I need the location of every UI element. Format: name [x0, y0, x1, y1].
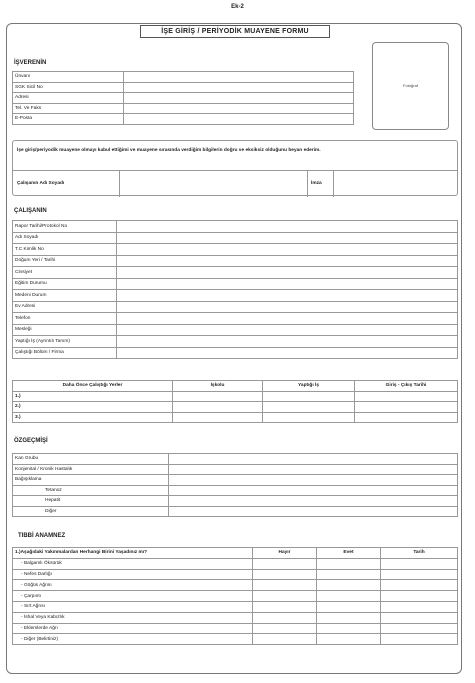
photo-box[interactable]	[372, 42, 449, 130]
table-cell[interactable]	[263, 412, 355, 423]
table-row	[13, 485, 458, 496]
employer-field-label: Ünvanı	[13, 72, 124, 83]
divider	[307, 171, 308, 197]
table-row	[13, 402, 458, 413]
date-cell[interactable]	[381, 591, 458, 602]
date-cell[interactable]	[381, 601, 458, 612]
table-row	[13, 336, 458, 348]
table-row	[13, 601, 458, 612]
table-cell[interactable]	[173, 402, 263, 413]
employer-field-label: Tel. Ve Faks	[13, 103, 124, 114]
no-cell[interactable]	[253, 634, 317, 645]
history-field-value[interactable]	[169, 464, 458, 475]
declaration-text: İşe giriş/periyodik muayene olmayı kabul ettiğimi ve muayene sırasında verdiğim bilgilerin doğru ve eksiksiz olduğunu beyan ederim.	[17, 148, 321, 153]
vaccination-label: Tetanoz	[13, 485, 169, 496]
table-row	[13, 496, 458, 507]
yes-cell[interactable]	[317, 601, 381, 612]
table-row	[13, 612, 458, 623]
table-row	[13, 255, 458, 267]
table-row	[13, 313, 458, 325]
employee-field-value[interactable]	[117, 267, 458, 279]
date-cell[interactable]	[381, 580, 458, 591]
table-row	[13, 569, 458, 580]
employee-section-title: ÇALIŞANIN	[14, 208, 47, 214]
table-cell[interactable]	[355, 412, 458, 423]
symptom-label: - Diğer (Belirtiniz)	[13, 634, 253, 645]
symptom-label: - Göğüs Ağrısı	[13, 580, 253, 591]
signature-field[interactable]	[336, 173, 454, 195]
employee-field-value[interactable]	[117, 313, 458, 325]
yes-cell[interactable]	[317, 569, 381, 580]
employee-field-value[interactable]	[117, 255, 458, 267]
table-row	[13, 391, 458, 402]
table-row	[13, 301, 458, 313]
form-title: İŞE GİRİŞ / PERİYODİK MUAYENE FORMU	[140, 25, 330, 38]
history-section-title: ÖZGEÇMİŞİ	[14, 438, 48, 444]
employee-field-label: Medeni Durum	[13, 290, 117, 302]
history-field-label: Bağışıklama	[13, 475, 169, 486]
date-cell[interactable]	[381, 634, 458, 645]
employee-field-label: Cinsiyet	[13, 267, 117, 279]
employee-field-value[interactable]	[117, 301, 458, 313]
no-cell[interactable]	[253, 612, 317, 623]
yes-cell[interactable]	[317, 634, 381, 645]
table-row	[13, 475, 458, 486]
column-header: Tarih	[381, 548, 458, 559]
yes-cell[interactable]	[317, 580, 381, 591]
symptom-label: - Nefes Darlığı	[13, 569, 253, 580]
table-cell[interactable]	[355, 402, 458, 413]
table-row	[13, 580, 458, 591]
table-row	[13, 464, 458, 475]
row-number: 2.)	[13, 402, 173, 413]
anamnesis-question: 1.)Aşağıdaki Yakınmalardan Herhangi Birini Yaşadınız mı?	[13, 548, 253, 559]
row-number: 3.)	[13, 412, 173, 423]
yes-cell[interactable]	[317, 612, 381, 623]
date-cell[interactable]	[381, 612, 458, 623]
employee-field-label: Telefon	[13, 313, 117, 325]
employee-field-value[interactable]	[117, 232, 458, 244]
previous-jobs-table	[12, 380, 458, 423]
table-row	[13, 221, 458, 233]
history-field-value[interactable]	[169, 506, 458, 517]
table-row	[13, 290, 458, 302]
employer-section-title: İŞVERENİN	[14, 60, 47, 66]
employee-field-value[interactable]	[117, 347, 458, 359]
employee-field-label: Yaptığı İş (Ayrıntılı Tanım)	[13, 336, 117, 348]
employee-field-label: Mesleği	[13, 324, 117, 336]
column-header: Giriş - Çıkış Tarihi	[355, 381, 458, 392]
history-field-value[interactable]	[169, 454, 458, 465]
employee-field-value[interactable]	[117, 324, 458, 336]
employee-field-value[interactable]	[117, 221, 458, 233]
employee-field-label: T.C Kimlik No	[13, 244, 117, 256]
table-cell[interactable]	[263, 402, 355, 413]
history-field-label: Konjenital / Kronik Hastalık	[13, 464, 169, 475]
employee-table	[12, 220, 458, 359]
employer-field-label: Adresi	[13, 93, 124, 104]
symptom-label: - Sırt Ağrısı	[13, 601, 253, 612]
table-row	[13, 103, 354, 114]
anamnesis-table	[12, 547, 458, 645]
yes-cell[interactable]	[317, 623, 381, 634]
history-field-label: Kan Grubu	[13, 454, 169, 465]
divider	[119, 171, 120, 197]
column-header: Evet	[317, 548, 381, 559]
table-row	[13, 114, 354, 125]
table-row	[13, 244, 458, 256]
employee-name-field[interactable]	[122, 173, 302, 195]
employee-field-value[interactable]	[117, 244, 458, 256]
signature-row	[13, 170, 457, 196]
symptom-label: - Çarpıntı	[13, 591, 253, 602]
no-cell[interactable]	[253, 569, 317, 580]
employee-field-value[interactable]	[117, 290, 458, 302]
employee-field-label: Adı Soyadı	[13, 232, 117, 244]
table-row	[13, 232, 458, 244]
table-row	[13, 324, 458, 336]
table-row	[13, 93, 354, 104]
employee-field-value[interactable]	[117, 278, 458, 290]
row-number: 1.)	[13, 391, 173, 402]
table-row	[13, 591, 458, 602]
table-row	[13, 278, 458, 290]
employer-field-value[interactable]	[124, 82, 354, 93]
table-cell[interactable]	[355, 391, 458, 402]
employer-field-value[interactable]	[124, 114, 354, 125]
date-cell[interactable]	[381, 558, 458, 569]
column-header: Yaptığı İş	[263, 381, 355, 392]
divider	[333, 171, 334, 197]
date-cell[interactable]	[381, 623, 458, 634]
employer-field-value[interactable]	[124, 72, 354, 83]
employee-field-label: Doğum Yeri / Tarihi	[13, 255, 117, 267]
history-field-value[interactable]	[169, 496, 458, 507]
signature-label: İmza	[311, 181, 322, 186]
no-cell[interactable]	[253, 580, 317, 591]
anamnesis-section-title: TIBBİ ANAMNEZ	[18, 533, 66, 539]
table-row	[13, 72, 354, 83]
employee-field-value[interactable]	[117, 336, 458, 348]
table-row	[13, 634, 458, 645]
vaccination-label: Diğer	[13, 506, 169, 517]
table-row	[13, 558, 458, 569]
history-table	[12, 453, 458, 517]
employer-table	[12, 71, 354, 125]
column-header: Daha Önce Çalıştığı Yerler	[13, 381, 173, 392]
table-header-row	[13, 381, 458, 392]
column-header: Hayır	[253, 548, 317, 559]
table-row	[13, 267, 458, 279]
history-field-value[interactable]	[169, 475, 458, 486]
table-row	[13, 623, 458, 634]
column-header: İşkolu	[173, 381, 263, 392]
table-cell[interactable]	[173, 412, 263, 423]
table-cell[interactable]	[263, 391, 355, 402]
employee-field-label: Ev Adresi	[13, 301, 117, 313]
yes-cell[interactable]	[317, 591, 381, 602]
symptom-label: - Eklemlerde Ağrı	[13, 623, 253, 634]
symptom-label: - İshal Veya Kabızlık	[13, 612, 253, 623]
employer-field-label: E-Posta	[13, 114, 124, 125]
photo-label: Fotoğraf	[403, 83, 418, 88]
history-field-value[interactable]	[169, 485, 458, 496]
employee-name-label: Çalışanın Adı Soyadı	[17, 181, 65, 186]
no-cell[interactable]	[253, 558, 317, 569]
vaccination-label: Hepatit	[13, 496, 169, 507]
symptom-label: - Balgamlı Öksürük	[13, 558, 253, 569]
table-header-row	[13, 548, 458, 559]
yes-cell[interactable]	[317, 558, 381, 569]
employee-field-label: Rapor Tarihi/Protokol No	[13, 221, 117, 233]
employer-field-value[interactable]	[124, 93, 354, 104]
no-cell[interactable]	[253, 591, 317, 602]
page-label: Ek-2	[231, 4, 244, 10]
date-cell[interactable]	[381, 569, 458, 580]
table-row	[13, 454, 458, 465]
no-cell[interactable]	[253, 623, 317, 634]
employer-field-label: SGK Sicil No	[13, 82, 124, 93]
employee-field-label: Eğitim Durumu	[13, 278, 117, 290]
table-row	[13, 412, 458, 423]
table-row	[13, 347, 458, 359]
employee-field-label: Çalıştığı Bölüm / Firma	[13, 347, 117, 359]
table-row	[13, 506, 458, 517]
table-cell[interactable]	[173, 391, 263, 402]
declaration-box	[12, 140, 458, 196]
table-row	[13, 82, 354, 93]
employer-field-value[interactable]	[124, 103, 354, 114]
no-cell[interactable]	[253, 601, 317, 612]
